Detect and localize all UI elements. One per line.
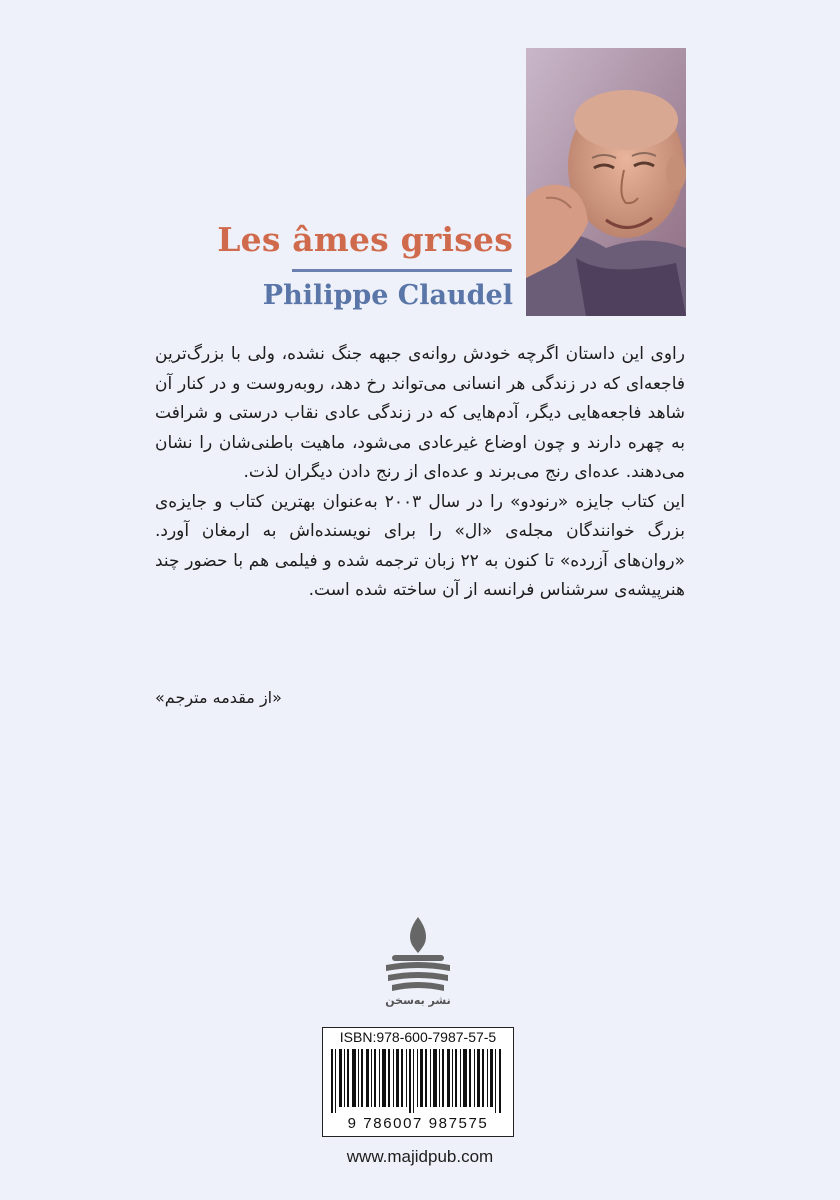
barcode-digits: 9 786007 987575: [347, 1115, 489, 1132]
isbn-label: ISBN:978-600-7987-57-5: [339, 1029, 497, 1045]
blurb-paragraph: این کتاب جایزه «رنودو» را در سال ۲۰۰۳ به‌عنوان بهترین کتاب و جایزه‌ی بزرگ خوانندگان مجله‌ی «ال» را برای نویسنده‌اش به ارمغان آورد. «روان‌های آزرده» تا کنون به ۲۲ زبان ترجمه شده و فیلمی هم با حضور چند هنرپیشه‌ی سرشناس فرانسه از آن ساخته شده است.: [155, 491, 686, 600]
publisher-website[interactable]: www.majidpub.com: [346, 1147, 494, 1166]
barcode-bars: [329, 1049, 507, 1113]
isbn-barcode: [322, 1027, 514, 1137]
blurb-paragraph: راوی این داستان اگرچه خودش روانه‌ی جبهه جنگ نشده، ولی با بزرگ‌ترین فاجعه‌ای که در زندگی هر انسانی می‌تواند رخ دهد، روبه‌روست و در کنار آن شاهد فاجعه‌هایی دیگر، آدم‌هایی که در زندگی عادی نقاب درستی و شرافت به چهره دارند و چون اوضاع غیرعادی می‌شود، ماهیت باطنی‌شان را نشان می‌دهند. عده‌ای رنج می‌برند و عده‌ای از رنج دادن دیگران لذت.: [155, 344, 685, 482]
title-divider: [292, 269, 512, 272]
back-cover-blurb: [155, 340, 685, 606]
blurb-source: «از مقدمه مترجم»: [155, 688, 282, 707]
author-photo: [526, 48, 686, 316]
publisher-name: نشر به‌سخن: [385, 994, 451, 1007]
book-title-french: Les âmes grises: [217, 220, 513, 259]
author-name: Philippe Claudel: [262, 280, 513, 311]
